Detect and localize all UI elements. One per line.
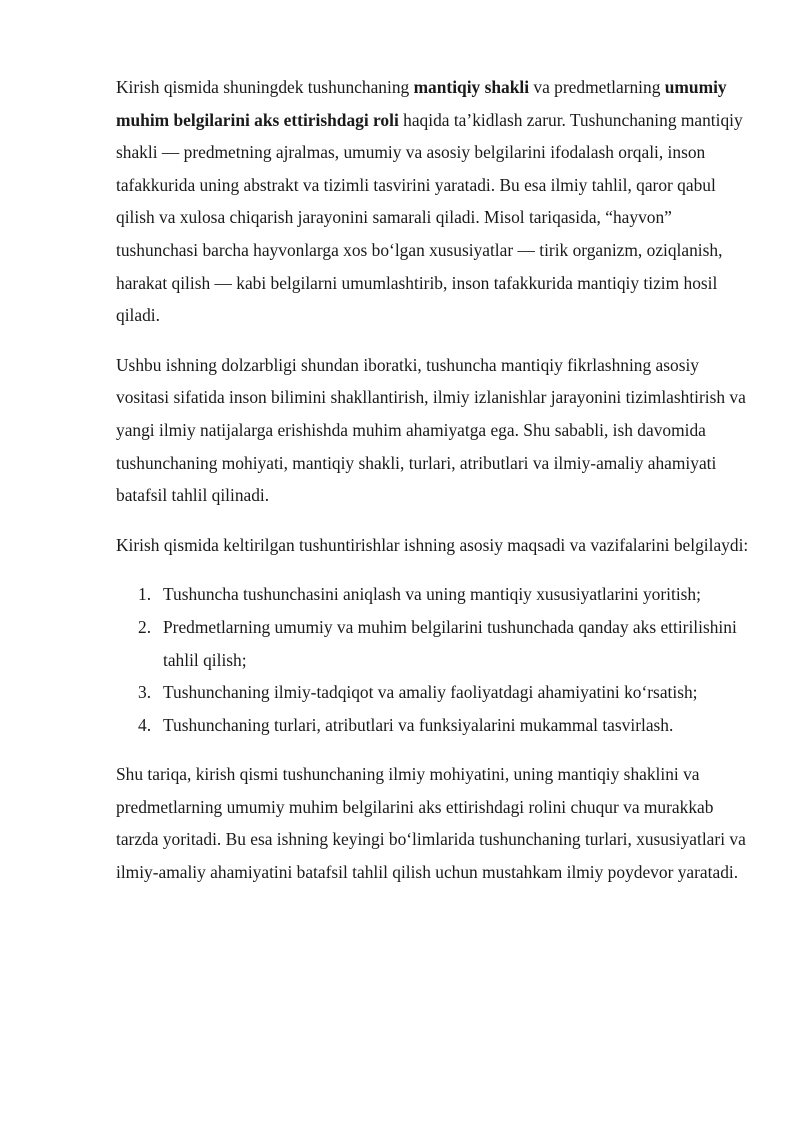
- list-item-number: 1.: [138, 584, 152, 605]
- intro-text-2: va predmetlarning: [529, 77, 665, 97]
- list-item-number: 2.: [138, 616, 152, 637]
- intro-bold-role: umumiy muhim belgilarini aks ettirishdagi roli: [116, 77, 727, 130]
- list-item: [116, 709, 750, 742]
- list-item: [116, 676, 750, 709]
- relevance-paragraph: Ushbu ishning dolzarbligi shundan iboratki, tushuncha mantiqiy fikrlashning asosiy vositasi sifatida inson bilimini shakllantirish, ilmiy izlanishlar jarayonini tizimlashtirish va yangi ilmiy natijalarga erishishda muhim ahamiyatga ega. Shu sababli, ish davomida tushunchaning mohiyati, mantiqiy shakli, turlari, atributlari va ilmiy-amaliy ahamiyati batafsil tahlil qilinadi.: [116, 354, 746, 506]
- list-item: [116, 611, 750, 676]
- intro-bold-logical-form: mantiqiy shakli: [413, 77, 530, 97]
- conclusion-paragraph: Shu tariqa, kirish qismi tushunchaning ilmiy mohiyatini, uning mantiqiy shaklini va predmetlarning umumiy muhim belgilarini aks ettirishdagi rolini chuqur va murakkab tarzda yoritadi. Bu esa ishning keyingi bo‘limlarida tushunchaning turlari, xususiyatlari va ilmiy-amaliy ahamiyatini batafsil tahlil qilish uchun mustahkam ilmiy poydevor yaratadi.: [116, 764, 746, 883]
- goals-list: [116, 578, 750, 741]
- goals-intro-paragraph: Kirish qismida keltirilgan tushuntirishlar ishning asosiy maqsadi va vazifalarini belgilaydi:: [116, 534, 749, 555]
- intro-text-1: Kirish qismida shuningdek tushunchaning: [116, 77, 414, 97]
- list-item-number: 4.: [138, 714, 152, 735]
- intro-paragraph: [116, 71, 750, 332]
- list-item-text: Predmetlarning umumiy va muhim belgilarini tushunchada qanday aks ettirilishini tahlil qilish;: [163, 616, 737, 670]
- list-item-text: Tushunchaning turlari, atributlari va funksiyalarini mukammal tasvirlash.: [163, 714, 674, 735]
- list-item-text: Tushunchaning ilmiy-tadqiqot va amaliy faoliyatdagi ahamiyatini ko‘rsatish;: [163, 682, 698, 703]
- list-item: [116, 578, 750, 611]
- list-item-number: 3.: [138, 682, 152, 703]
- intro-text-3: haqida ta’kidlash zarur. Tushunchaning mantiqiy shakli — predmetning ajralmas, umumiy va asosiy belgilarini ifodalash orqali, inson tafakkurida uning abstrakt va tizimli tasvirini yaratadi. Bu esa ilmiy tahlil, qaror qabul qilish va xulosa chiqarish jarayonini samarali qiladi. Misol tariqasida, “hayvon” tushunchasi barcha hayvonlarga xos bo‘lgan xususiyatlar — tirik organizm, oziqlanish, harakat qilish — kabi belgilarni umumlashtirib, inson tafakkurida mantiqiy tizim hosil qiladi.: [116, 109, 743, 326]
- list-item-text: Tushuncha tushunchasini aniqlash va uning mantiqiy xususiyatlarini yoritish;: [163, 584, 701, 605]
